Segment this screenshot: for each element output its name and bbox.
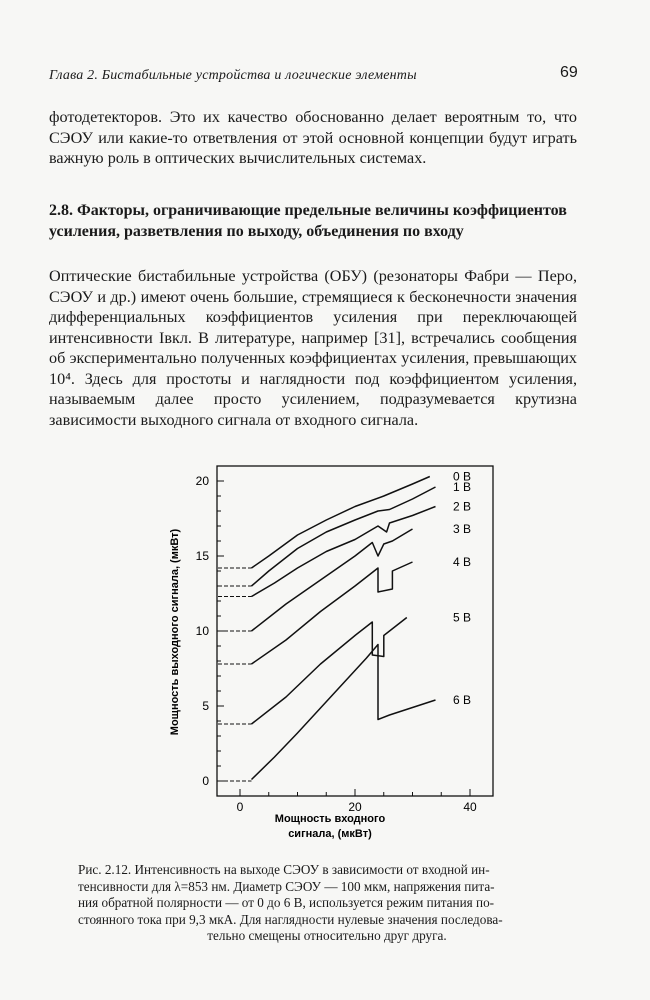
caption-line: ния обратной полярности — от 0 до 6 В, используется режим питания по- bbox=[78, 895, 495, 911]
caption-line: Рис. 2.12. Интенсивность на выходе СЭОУ в зависимости от входной ин- bbox=[78, 862, 490, 877]
series-line bbox=[252, 645, 436, 780]
series-label: 0 В bbox=[453, 469, 472, 484]
x-tick-label: 0 bbox=[236, 800, 244, 814]
series-label: 6 В bbox=[453, 693, 472, 707]
paragraph-2: Оптические бистабильные устройства (ОБУ) (резонаторы Фабри — Перо, СЭОУ и др.) имеют очень большие, стремящиеся к бесконечности значения дифференциальных коэффициентов усиления при переключающей интенсивности Iвкл. В литературе, например [31], встречались сообщения об экспериментально полученных коэффициентах усиления, превышающих 10⁴. Здесь для простоты и наглядности под коэффициентом усиления, называемым далее просто усилением, подразумевается крутизна зависимости выходного сигнала от входного сигнала. bbox=[49, 267, 577, 429]
figure-caption bbox=[78, 862, 576, 945]
series-label: 4 В bbox=[453, 555, 472, 569]
series-labels bbox=[453, 470, 471, 708]
paragraph-1: фотодетекторов. Это их качество обоснованно делает вероятным то, что СЭОУ или какие-то ответвления от этой основной концепции будут играть важную роль в оптических вычислительных системах. bbox=[49, 108, 577, 167]
y-axis-label: Мощность выходного сигнала, (мкВт) bbox=[169, 528, 181, 736]
series-line bbox=[252, 529, 413, 631]
x-axis-label-line1: Мощность входного bbox=[274, 813, 386, 825]
x-tick-label: 40 bbox=[463, 800, 477, 814]
caption-line: стоянного тока при 9,3 мкА. Для наглядности нулевые значения последова- bbox=[78, 911, 503, 927]
y-tick-label: 0 bbox=[202, 774, 209, 788]
axis-ticks bbox=[196, 474, 477, 814]
series-line bbox=[252, 507, 436, 597]
plot-frame bbox=[217, 466, 493, 796]
series-label: 3 В bbox=[453, 522, 472, 536]
y-tick-label: 10 bbox=[195, 624, 209, 638]
series-label: 2 В bbox=[453, 499, 472, 514]
y-tick-label: 5 bbox=[202, 699, 209, 713]
zero-offset-lines bbox=[218, 568, 252, 781]
series-line bbox=[252, 487, 436, 586]
x-tick-label: 20 bbox=[348, 800, 362, 814]
series-label: 5 В bbox=[453, 610, 472, 625]
caption-line: тенсивности для λ=853 нм. Диаметр СЭОУ — 100 мкм, напряжения пита- bbox=[78, 878, 495, 894]
chart bbox=[155, 456, 495, 846]
page-number: 69 bbox=[560, 64, 578, 81]
y-tick-label: 15 bbox=[195, 549, 209, 563]
caption-line: тельно смещены относительно друг друга. bbox=[207, 928, 447, 944]
series-line bbox=[252, 618, 407, 725]
running-head: Глава 2. Бистабильные устройства и логические элементы bbox=[49, 68, 417, 83]
series-line bbox=[252, 477, 430, 569]
y-tick-label: 20 bbox=[195, 474, 209, 488]
x-axis-label-line2: сигнала, (мкВт) bbox=[288, 828, 372, 840]
figure-2-12 bbox=[155, 456, 495, 846]
series-group bbox=[252, 477, 436, 780]
section-heading: 2.8. Факторы, ограничивающие предельные величины коэффициентов усиления, разветвления по выходу, объединения по входу bbox=[49, 202, 567, 240]
series-label: 1 В bbox=[453, 480, 472, 494]
